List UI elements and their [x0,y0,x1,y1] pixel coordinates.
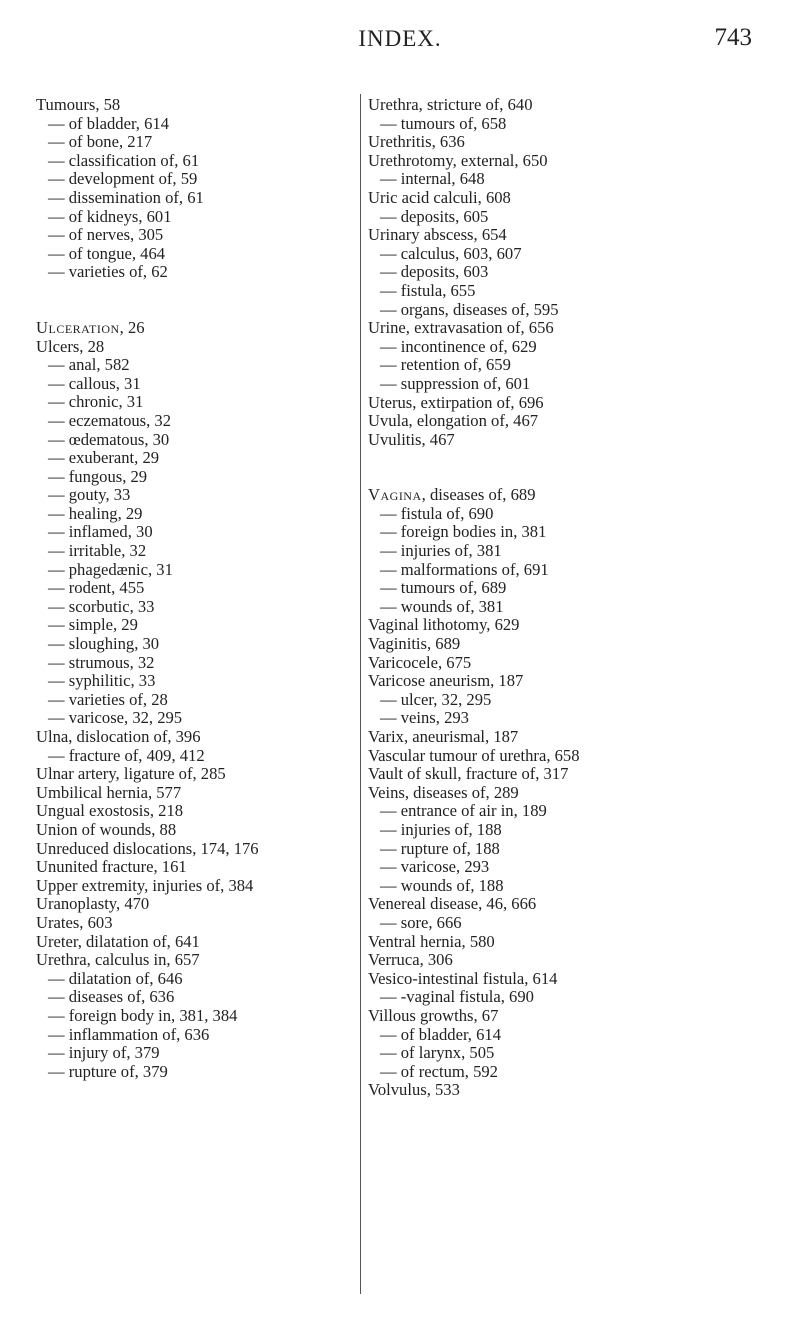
index-subentry: — wounds of, 381 [380,596,504,616]
section-gap [36,282,354,319]
page-title: INDEX. [358,26,442,51]
index-subentry: — dilatation of, 646 [48,968,183,988]
index-subentry: — fistula, 655 [380,280,476,300]
index-section-entry [368,486,768,505]
index-section-entry [36,319,354,338]
index-subentry: — foreign body in, 381, 384 [48,1005,238,1025]
page-header [0,26,800,66]
section-rest: , diseases of, 689 [421,485,536,505]
index-subentry: — rupture of, 188 [380,838,500,858]
section-headword: Ulceration [36,317,120,337]
index-subentry: — classification of, 61 [48,150,200,170]
index-subentry: — varieties of, 62 [48,262,168,282]
section-rest: , 26 [119,317,145,337]
index-subentry: — development of, 59 [48,169,198,189]
index-entry: Upper extremity, injuries of, 384 [36,875,254,895]
page-number: 743 [714,24,752,51]
index-subentry: — fungous, 29 [48,466,148,486]
index-subentry: — of bladder, 614 [380,1024,501,1044]
index-subentry: — fistula of, 690 [380,503,494,523]
index-subentry: — deposits, 603 [380,262,489,282]
index-entry: Union of wounds, 88 [36,819,177,839]
index-subentry: — dissemination of, 61 [48,187,204,207]
index-subentry: — sore, 666 [380,912,462,932]
index-subentry: — malformations of, 691 [380,559,549,579]
index-entry: Vault of skull, fracture of, 317 [368,764,569,784]
index-entry: Verruca, 306 [368,950,453,970]
index-subentry: — varicose, 293 [380,857,490,877]
index-entry: Venereal disease, 46, 666 [368,894,537,914]
index-subentry: — suppression of, 601 [380,373,531,393]
index-subentry: — of larynx, 505 [380,1043,495,1063]
index-entry: Urates, 603 [36,912,113,932]
index-entry: Vaginal lithotomy, 629 [368,615,520,635]
index-subentry: — of bladder, 614 [48,113,169,133]
index-subentry: — foreign bodies in, 381 [380,522,547,542]
index-subentry: — varieties of, 28 [48,689,168,709]
index-subentry: — injuries of, 381 [380,541,502,561]
index-subentry: — scorbutic, 33 [48,596,155,616]
index-entry: Ulnar artery, ligature of, 285 [36,764,226,784]
index-entry: Urethrotomy, external, 650 [368,150,548,170]
index-entry: Ventral hernia, 580 [368,931,495,951]
index-subentry: — simple, 29 [48,615,138,635]
index-column-left [36,96,354,1081]
index-subentry: — œdematous, 30 [48,429,170,449]
index-subentry: — sloughing, 30 [48,634,160,654]
index-subentry: — chronic, 31 [48,392,144,412]
index-entry: Uterus, extirpation of, 696 [368,392,544,412]
index-subentry: — of rectum, 592 [380,1061,498,1081]
index-entry: Urethritis, 636 [368,132,465,152]
index-entry: Villous growths, 67 [368,1005,499,1025]
index-subentry: — rodent, 455 [48,578,145,598]
index-subentry: — veins, 293 [380,708,469,728]
index-entry: Tumours, 58 [36,95,121,114]
index-entry: Uric acid calculi, 608 [368,187,511,207]
index-entry: Ulcers, 28 [36,336,105,356]
section-gap [368,449,768,486]
index-subentry: — tumours of, 658 [380,113,507,133]
index-subentry: — varicose, 32, 295 [48,708,183,728]
index-entry: Uranoplasty, 470 [36,894,150,914]
index-subentry: — of tongue, 464 [48,243,166,263]
index-entry: Unreduced dislocations, 174, 176 [36,838,259,858]
index-subentry: — phagedænic, 31 [48,559,173,579]
index-subentry: — strumous, 32 [48,652,155,672]
index-entry: Vesico-intestinal fistula, 614 [368,968,558,988]
index-entry: Uvulitis, 467 [368,429,455,449]
index-subentry: — of kidneys, 601 [48,206,172,226]
index-entry: Vascular tumour of urethra, 658 [368,745,580,765]
index-subentry: — diseases of, 636 [48,987,175,1007]
index-column-right [368,96,768,1100]
index-subentry: — -vaginal fistula, 690 [380,987,534,1007]
index-entry: Ulna, dislocation of, 396 [36,727,201,746]
index-subentry: — wounds of, 188 [380,875,504,895]
index-subentry: — incontinence of, 629 [380,336,537,356]
index-subentry: — syphilitic, 33 [48,671,156,691]
index-entry: Ununited fracture, 161 [36,857,187,877]
index-subentry: — retention of, 659 [380,355,511,375]
index-subentry: — callous, 31 [48,373,141,393]
index-subentry: — anal, 582 [48,355,130,375]
index-subentry: — deposits, 605 [380,206,489,226]
index-entry: Varix, aneurismal, 187 [368,727,519,746]
section-headword: Vagina [368,485,422,505]
index-subentry: — exuberant, 29 [48,448,160,468]
index-entry: Ureter, dilatation of, 641 [36,931,200,951]
index-subentry: — injury of, 379 [48,1043,160,1063]
index-entry: Uvula, elongation of, 467 [368,411,539,431]
index-entry: Urethra, stricture of, 640 [368,95,533,114]
index-entry: Urinary abscess, 654 [368,225,507,245]
index-subentry: — tumours of, 689 [380,578,507,598]
index-subentry: — rupture of, 379 [48,1061,168,1081]
index-entry: Varicose aneurism, 187 [368,671,524,691]
index-subentry: — calculus, 603, 607 [380,243,522,263]
index-subentry: — irritable, 32 [48,541,147,561]
index-entry: Volvulus, 533 [368,1080,460,1100]
index-subentry: — of bone, 217 [48,132,153,152]
index-subentry: — ulcer, 32, 295 [380,689,492,709]
index-subentry: — gouty, 33 [48,485,131,505]
index-entry: Ungual exostosis, 218 [36,801,184,821]
index-entry: Varicocele, 675 [368,652,472,672]
index-subentry: — inflammation of, 636 [48,1024,210,1044]
index-subentry: — of nerves, 305 [48,225,164,245]
index-entry: Vaginitis, 689 [368,634,461,654]
index-subentry: — healing, 29 [48,503,143,523]
index-subentry: — inflamed, 30 [48,522,153,542]
index-subentry: — eczematous, 32 [48,410,172,430]
index-subentry: — injuries of, 188 [380,819,502,839]
index-subentry: — entrance of air in, 189 [380,801,547,821]
index-entry: Urethra, calculus in, 657 [36,950,200,970]
index-entry: Umbilical hernia, 577 [36,782,182,802]
index-subentry: — fracture of, 409, 412 [48,745,205,765]
column-divider [360,94,361,1294]
index-subentry: — organs, diseases of, 595 [380,299,559,319]
index-subentry: — internal, 648 [380,169,485,189]
index-entry: Urine, extravasation of, 656 [368,318,554,338]
index-entry: Veins, diseases of, 289 [368,782,519,802]
